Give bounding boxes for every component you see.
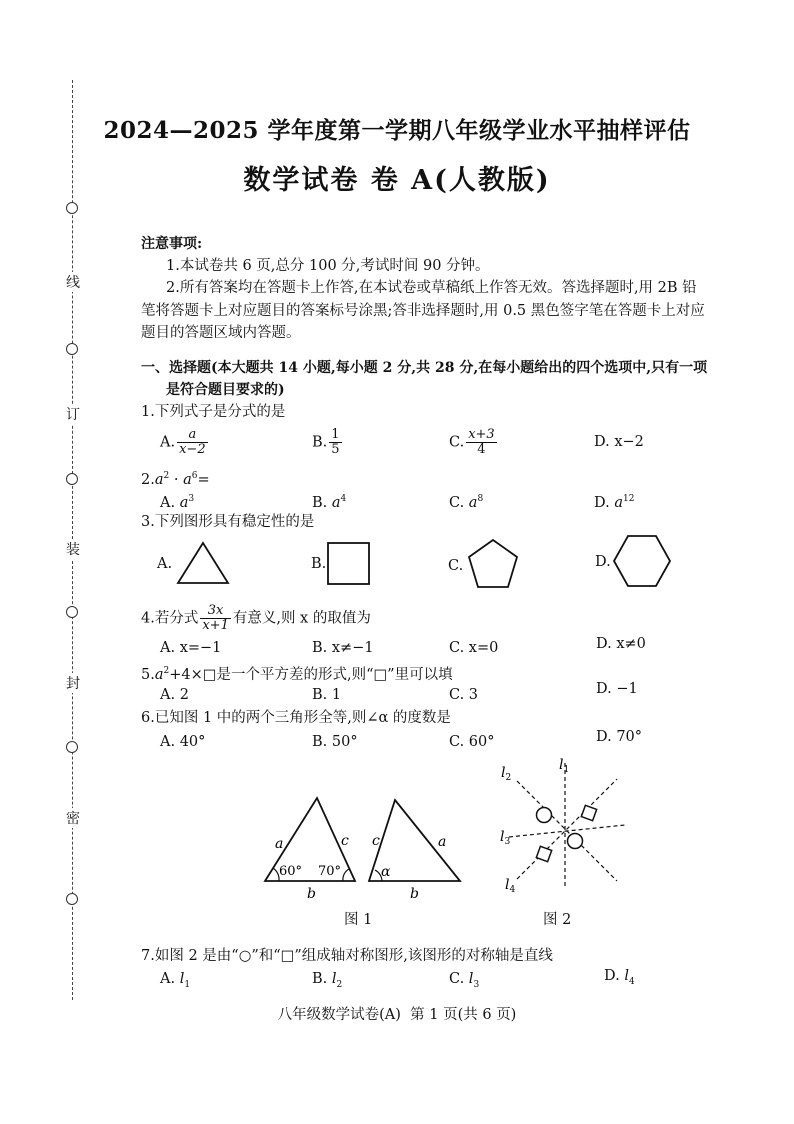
right-side-c: c — [372, 833, 380, 849]
notes-item-2-line-3: 题目的答题区域内答题。 — [141, 325, 301, 341]
exam-subtitle: 数学试卷 卷 A(人教版) — [243, 165, 551, 196]
figure-2-caption: 图 2 — [543, 912, 572, 928]
question-6-option-a: A. 40° — [160, 734, 206, 750]
question-4-option-c: C. x=0 — [449, 640, 499, 656]
binding-circle — [66, 741, 78, 753]
triangle-shape — [175, 540, 231, 586]
question-2-option-c: C. $a^8$ — [449, 494, 484, 511]
question-3-option-d: D. — [595, 554, 611, 570]
question-3-stem: 3.下列图形具有稳定性的是 — [141, 514, 315, 530]
question-2-option-b: B. $a^4$ — [312, 494, 347, 511]
question-1-stem: 1.下列式子是分式的是 — [141, 404, 286, 420]
exam-title: 2024—2025 学年度第一学期八年级学业水平抽样评估 — [103, 117, 691, 144]
axis-l3 — [509, 825, 625, 837]
pentagon-shape — [466, 538, 520, 590]
question-2-stem: $2.a^2 \cdot a^6=$ — [141, 471, 210, 488]
figure-2-symmetry — [495, 755, 630, 895]
question-7-option-c: C. $l_3$ — [449, 971, 480, 990]
label-l2: $l_2$ — [501, 765, 512, 783]
left-angle-60: 60° — [279, 864, 303, 879]
right-angle-alpha: α — [381, 864, 391, 880]
notes-item-2-line-2: 笔将答题卡上对应题目的答案标号涂黑;答非选择题时,用 0.5 黑色签字笔在答题卡上对应 — [141, 303, 705, 319]
question-2-option-d: D. $a^{12}$ — [594, 494, 635, 511]
question-3-option-c: C. — [448, 558, 464, 574]
question-7-stem: 7.如图 2 是由“○”和“□”组成轴对称图形,该图形的对称轴是直线 — [141, 948, 553, 964]
binding-circle — [66, 202, 78, 214]
question-7-option-d: D. $l_4$ — [604, 968, 635, 987]
square-shape — [581, 805, 596, 820]
label-l4: $l_4$ — [505, 877, 516, 895]
right-side-b: b — [410, 886, 419, 902]
binding-circle — [66, 893, 78, 905]
binding-circle — [66, 473, 78, 485]
left-side-c: c — [341, 833, 349, 849]
binding-circle — [66, 606, 78, 618]
page-footer: 八年级数学试卷(A) 第 1 页(共 6 页) — [277, 1007, 517, 1023]
question-6-option-d: D. 70° — [596, 729, 643, 745]
question-5-option-c: C. 3 — [449, 687, 479, 703]
left-angle-arc-70 — [343, 869, 349, 881]
binding-mark-zhuang: 装 — [64, 539, 82, 559]
square-shape — [536, 846, 551, 861]
binding-mark-mi: 密 — [64, 808, 82, 828]
question-5-option-d: D. −1 — [596, 681, 638, 697]
question-5-option-a: A. 2 — [160, 687, 189, 703]
left-angle-70: 70° — [318, 864, 342, 879]
section-heading-line-2: 是符合题目要求的) — [166, 382, 285, 398]
question-6-option-b: B. 50° — [312, 734, 358, 750]
binding-circle — [66, 343, 78, 355]
question-1-option-a: A. $\frac{a}{x-2}$ — [160, 427, 206, 457]
binding-mark-feng: 封 — [64, 673, 82, 693]
question-4-option-b: B. x≠−1 — [312, 640, 374, 656]
left-side-b: b — [307, 886, 316, 902]
right-side-a: a — [438, 834, 447, 850]
axis-l4 — [517, 779, 617, 879]
question-5-stem: $5.a^2+4\times□$是一个平方差的形式,则“□”里可以填 — [141, 666, 453, 683]
label-l1: $l_1$ — [559, 757, 570, 775]
question-5-option-b: B. 1 — [312, 687, 342, 703]
notes-item-1: 1.本试卷共 6 页,总分 100 分,考试时间 90 分钟。 — [166, 258, 490, 274]
left-side-a: a — [275, 836, 284, 852]
figure-1-caption: 图 1 — [344, 912, 373, 928]
question-2-option-a: A. $a^3$ — [160, 494, 195, 511]
question-1-option-d: D. x−2 — [594, 434, 644, 450]
question-3-option-b: B. — [311, 556, 327, 572]
circle-shape — [537, 808, 552, 823]
circle-shape — [568, 834, 583, 849]
binding-mark-ding: 订 — [64, 404, 82, 424]
notes-heading: 注意事项: — [141, 236, 203, 252]
question-7-option-a: A. $l_1$ — [160, 971, 191, 990]
binding-mark-xian: 线 — [64, 272, 82, 292]
square-shape — [326, 541, 372, 587]
question-4-option-d: D. x≠0 — [596, 636, 646, 652]
question-3-option-a: A. — [157, 556, 173, 572]
hexagon-shape — [612, 533, 672, 589]
notes-item-2-line-1: 2.所有答案均在答题卡上作答,在本试卷或草稿纸上作答无效。答选择题时,用 2B 铅 — [166, 280, 697, 296]
question-1-option-b: B. $\frac{1}{5}$ — [312, 427, 340, 457]
figure-1-triangles — [255, 790, 470, 905]
question-1-option-c: C. $\frac{x+3}{4}$ — [449, 427, 495, 457]
question-6-stem: 6.已知图 1 中的两个三角形全等,则∠α 的度数是 — [141, 710, 451, 726]
question-7-option-b: B. $l_2$ — [312, 971, 343, 990]
question-4-option-a: A. x=−1 — [160, 640, 222, 656]
label-l3: $l_3$ — [500, 829, 511, 847]
section-heading-line-1: 一、选择题(本大题共 14 小题,每小题 2 分,共 28 分,在每小题给出的四个选项中,只有一项 — [141, 360, 708, 376]
question-6-option-c: C. 60° — [449, 734, 495, 750]
question-4-stem: 4.若分式 $\frac{3x}{x+1}$ 有意义,则 x 的取值为 — [141, 603, 371, 633]
